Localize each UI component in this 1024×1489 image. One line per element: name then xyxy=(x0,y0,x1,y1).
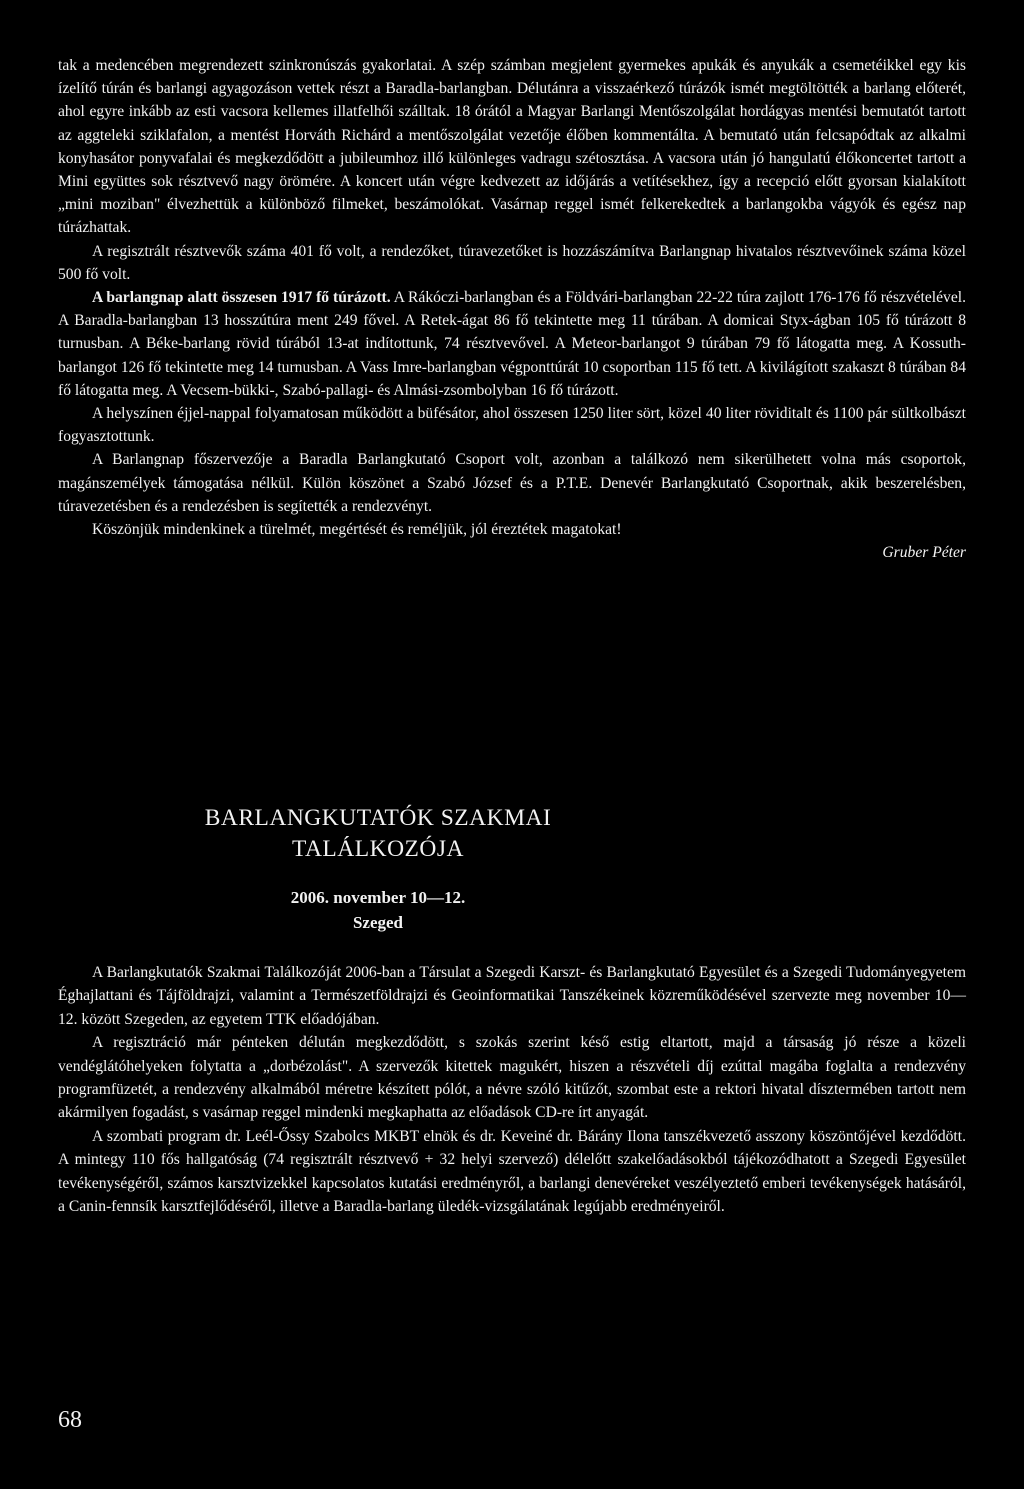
paragraph-organizers: A Barlangnap főszervezője a Baradla Barlangkutató Csoport volt, azonban a találkozó nem sikerülhetett volna más csoportok, magánszemélyek támogatása nélkül. Külön köszönet a Szabó József és a P.T.E. Denevér Barlangkutató Csoportnak, akik beszerelésben, túravezetésben és a rendezésben is segítették a rendezvényt. xyxy=(58,451,966,515)
event-place: Szeged xyxy=(352,913,404,932)
article-title xyxy=(148,803,608,865)
tour-statistics-details: A Rákóczi-barlangban és a Földvári-barlangban 22-22 túra zajlott 176-176 fő részvételével. A Baradla-barlangban 13 hosszútúra ment 249 fővel. A Retek-ágat 86 fő tekintette meg 11 túrában. A domicai Styx-ágban 105 fő túrázott 8 turnusban. A Béke-barlang rövid túrából 13-at indítottunk, 74 résztvevővel. A Meteor-barlangot 9 túrában 79 fő látogatta meg. A Kossuth-barlangot 126 fő tekintette meg 14 turnusban. A Vass Imre-barlangban végponttúrát 10 csoportban 115 fő tett. A kivilágított szakaszt 8 túrában 84 fő látogatta meg. A Vecsem-bükki-, Szabó-pallagi- és Almási-zsombolyban 16 fő túrázott. xyxy=(58,289,966,399)
paragraph-buffet: A helyszínen éjjel-nappal folyamatosan működött a büfésátor, ahol összesen 1250 liter sört, közel 40 liter röviditalt és 1100 pár sültkolbászt fogyasztottunk. xyxy=(58,405,966,446)
article-meeting-body xyxy=(58,961,966,1218)
paragraph-program-report: tak a medencében megrendezett szinkronúszás gyakorlatai. A szép számban megjelent gyermekes apukák és anyukák a csemetéikkel egy kis ízelítő túrán és barlangi agyagozáson vettek részt a Baradla-barlangban. Délutánra a visszaérkező túrázók ismét megtöltötték a barlang előterét, ahol egyre inkább az esti vacsora kellemes illatfelhői szálltak. 18 órától a Magyar Barlangi Mentőszolgálat hordágyas mentési bemutatót tartott az aggteleki sziklafalon, a mentést Horváth Richárd a mentőszolgálat vezetője élőben kommentálta. A bemutató után felcsapódtak az alkalmi konyhasátor ponyvafalai és megkezdődött a jubileumhoz illő különleges vadragu szétosztása. A vacsora után jó hangulatú élőkoncertet tartott a Mini együttes sok résztvevő nagy örömére. A koncert után végre kedvezett az időjárás a vetítésekhez, így a recepció előtt gyorsan kialakított „mini moziban" élvezhettük a különböző filmeket, beszámolókat. Vasárnap reggel ismét felkerekedtek a barlangokba vágyók és egész nap túrázhattak. xyxy=(58,57,966,237)
event-date: 2006. november 10—12. xyxy=(290,888,466,907)
paragraph-organization: A Barlangkutatók Szakmai Találkozóját 2006-ban a Társulat a Szegedi Karszt- és Barlangkutató Egyesület és a Szegedi Tudományegyetem Éghajlattani és Tájföldrajzi, valamint a Természetföldrajzi és Geoinformatikai Tanszékeinek közreműködésével szervezte meg november 10—12. között Szegeden, az egyetem TTK előadójában. xyxy=(58,964,966,1028)
article-title-line1: BARLANGKUTATÓK SZAKMAI xyxy=(204,805,552,831)
author-signature: Gruber Péter xyxy=(882,544,966,562)
paragraph-thanks: Köszönjük mindenkinek a türelmét, megértését és reméljük, jól éreztétek magatokat! xyxy=(92,521,622,539)
tour-total-bold: A barlangnap alatt összesen 1917 fő túrázott. xyxy=(92,289,391,307)
paragraph-registration: A regisztráció már pénteken délután megkezdődött, s szokás szerint késő estig eltartott, majd a társaság jó része a közeli vendéglátóhelyeken folytatta a „dorbézolást". A szervezők kitettek magukért, hiszen a részvételi díj ezúttal magába foglalta a rendezvény programfüzetét, a rendezvény alkalmából méretre készített pólót, a névre szóló kitűzőt, szombat este a rektori hivatal dísztermében tartott nem akármilyen fogadást, s vasárnap reggel mindenki megkaphatta az előadások CD-re írt anyagát. xyxy=(58,1034,966,1122)
paragraph-tour-statistics xyxy=(58,286,966,402)
paragraph-saturday-program: A szombati program dr. Leél-Őssy Szabolcs MKBT elnök és dr. Keveiné dr. Bárány Ilona tanszékvezető asszony köszöntőjével kezdődött. A mintegy 110 fős hallgatóság (74 regisztrált résztvevő + 32 helyi szervező) délelőtt szakelőadásokból tájékozódhatott a Szegedi Egyesület tevékenységéről, számos karsztvizekkel kapcsolatos kutatási eredményről, a barlangi denevéreket veszélyeztető emberi tevékenységek hatásáról, a Canin-fennsík karsztfejlődéséről, illetve a Baradla-barlang üledék-vizsgálatának legújabb eredményeiről. xyxy=(58,1127,966,1216)
article-barlangnap-body xyxy=(58,54,966,564)
article-title-line2: TALÁLKOZÓJA xyxy=(291,836,464,862)
paragraph-participants: A regisztrált résztvevők száma 401 fő volt, a rendezőket, túravezetőket is hozzászámítva Barlangnap hivatalos résztvevőinek száma közel 500 fő volt. xyxy=(58,242,966,283)
page-number: 68 xyxy=(58,1407,82,1433)
